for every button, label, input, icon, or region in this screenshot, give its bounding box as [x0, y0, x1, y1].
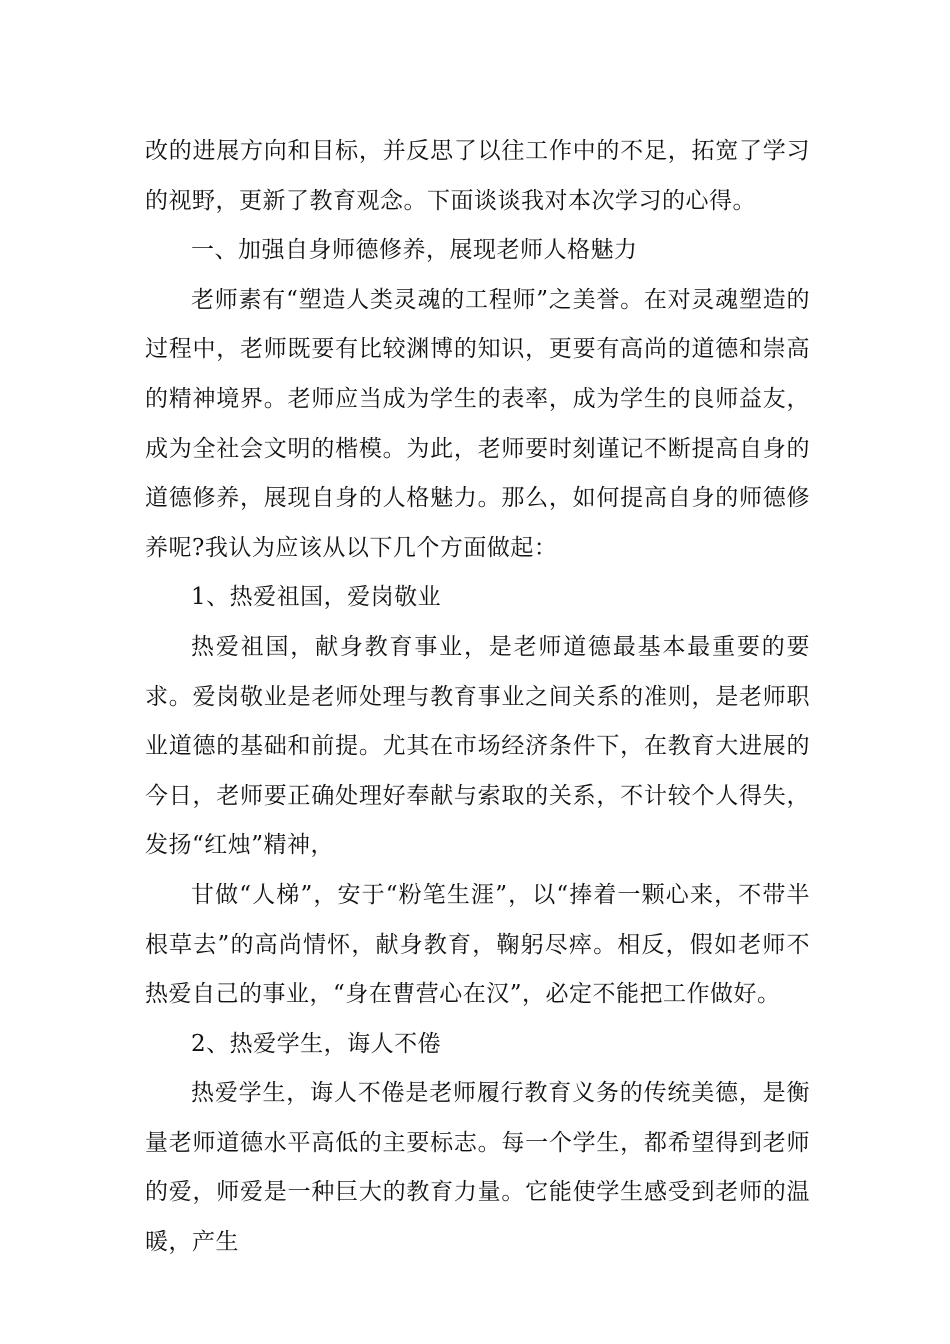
- paragraph-continuation: 改的进展方向和目标，并反思了以往工作中的不足，拓宽了学习的视野，更新了教育观念。下面谈谈我对本次学习的心得。: [145, 138, 810, 214]
- paragraph: 热爱祖国，献身教育事业，是老师道德最基本最重要的要求。爱岗敬业是老师处理与教育事业之间关系的准则，是老师职业道德的基础和前提。尤其在市场经济条件下，在教育大进展的今日，老师要正确处理好奉献与索取的关系，不计较个人得失，发扬“红烛”精神，: [145, 633, 810, 859]
- section-heading-1: 一、加强自身师德修养，展现老师人格魅力: [191, 237, 638, 264]
- document-body: [145, 127, 810, 1268]
- paragraph: 热爱学生，诲人不倦是老师履行教育义务的传统美德，是衡量老师道德水平高低的主要标志。每一个学生，都希望得到老师的爱，师爱是一种巨大的教育力量。它能使学生感受到老师的温暖，产生: [145, 1080, 810, 1256]
- subheading-2: 2、热爱学生，诲人不倦: [191, 1030, 442, 1057]
- paragraph: 老师素有“塑造人类灵魂的工程师”之美誉。在对灵魂塑造的过程中，老师既要有比较渊博的知识，更要有高尚的道德和崇高的精神境界。老师应当成为学生的表率，成为学生的良师益友，成为全社会文明的楷模。为此，老师要时刻谨记不断提高自身的道德修养，展现自身的人格魅力。那么，如何提高自身的师德修养呢?我认为应该从以下几个方面做起：: [145, 286, 810, 561]
- paragraph: 甘做“人梯”，安于“粉笔生涯”，以“捧着一颗心来，不带半根草去”的高尚情怀，献身教育，鞠躬尽瘁。相反，假如老师不热爱自己的事业，“身在曹营心在汉”，必定不能把工作做好。: [145, 881, 810, 1008]
- subheading-1: 1、热爱祖国，爱岗敬业: [191, 584, 442, 611]
